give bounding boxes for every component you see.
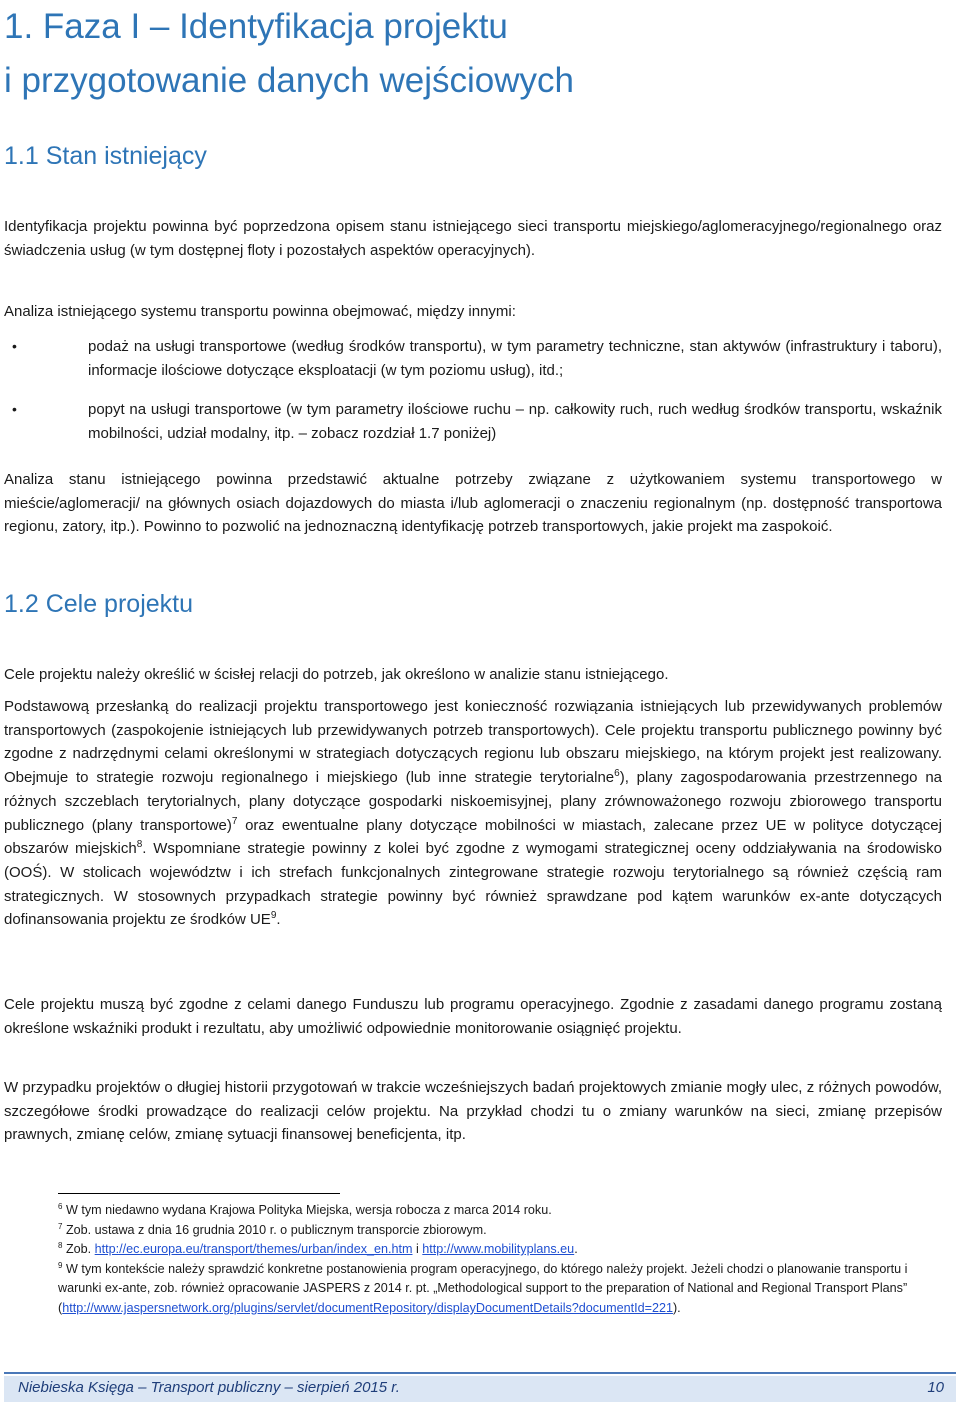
list-item-text: podaż na usługi transportowe (według środków transportu), w tym parametry techniczne, stan aktywów (infrastruktury i taboru), informacje ilościowe dotyczące eksploatacji (w tym poziomu usług), itd.; bbox=[88, 338, 942, 379]
footnote-text: ( bbox=[58, 1300, 63, 1315]
footnote-text: Zob. bbox=[62, 1242, 95, 1257]
footnote-number: 6 bbox=[58, 1201, 63, 1211]
footnotes bbox=[58, 1201, 928, 1319]
paragraph-text: oraz ewentualne plany dotyczące mobilności w miastach, zalecane przez UE w polityce dotyczącej obszarów miejskich bbox=[4, 816, 942, 858]
chapter-title-line1: 1. Faza I – Identyfikacja projektu bbox=[4, 7, 508, 46]
page-number: 10 bbox=[927, 1379, 944, 1396]
list-item-text: popyt na usługi transportowe (w tym parametry ilościowe ruchu – np. całkowity ruch, ruch według środków transportu, wskaźnik mobilności, udział modalny, itp. – zobacz rozdział 1.7 poniżej) bbox=[88, 401, 942, 442]
paragraph-text: . bbox=[276, 911, 281, 929]
bullet-icon: • bbox=[12, 338, 17, 354]
footnote-divider bbox=[58, 1193, 340, 1194]
section-1-1-paragraph-1: Identyfikacja projektu powinna być poprzedzona opisem stanu istniejącego sieci transportu miejskiego/aglomeracyjnego/regionalnego oraz świadczenia usług (w tym dostępnej floty i pozostałych aspektów operacyjnych). bbox=[4, 218, 942, 259]
footnote-number: 9 bbox=[58, 1260, 63, 1270]
footnote-ref-6[interactable]: 6 bbox=[614, 768, 620, 780]
footnote-text: W tym kontekście należy sprawdzić konkretne postanowienia program operacyjnego, do którego należy projekt. Jeżeli chodzi o planowanie transportu i warunki ex-ante, zob. również opracowanie JASPERS z 2014 r. pt. „Methodological support to the preparation of National and Regional Transport Plans” bbox=[58, 1261, 908, 1296]
footnote-text: ). bbox=[672, 1300, 681, 1315]
footer-divider bbox=[4, 1372, 956, 1374]
section-1-2-paragraph-3: Cele projektu muszą być zgodne z celami danego Funduszu lub programu operacyjnego. Zgodnie z zasadami danego programu zostaną określone wskaźniki produkt i rezultatu, aby umożliwić odpowiednie monitorowanie osiągnięć projektu. bbox=[4, 996, 942, 1037]
footnote-link-mobilityplans[interactable]: http://www.mobilityplans.eu bbox=[422, 1242, 575, 1257]
footnote-ref-7[interactable]: 7 bbox=[231, 815, 238, 827]
footnote-text: W tym niedawno wydana Krajowa Polityka Miejska, wersja robocza z marca 2014 roku. bbox=[62, 1203, 552, 1217]
bullet-list bbox=[4, 335, 942, 445]
paragraph-text: . Wspomniane strategie powinny z kolei być zgodne z wymogami strategicznej oceny oddziaływania na środowisko (OOŚ). W stolicach województw i ich strefach funkcjonalnych zintegrowane strategie rozwoju terytorialnego są również częścią ram strategicznych. W stosownych przypadkach strategie powinny być również sprawdzane pod kątem warunków ex-ante dotyczących dofinansowania projektu ze środków UE bbox=[4, 840, 942, 929]
section-1-2-paragraph-4: W przypadku projektów o długiej historii przygotowań w trakcie wcześniejszych badań projektowych zmianie mogły ulec, z różnych powodów, szczegółowe środki prowadzące do realizacji celów projektu. Na przykład chodzi tu o zmiany warunków na sieci, zmianę przepisów prawnych, zmianę celów, zmianę sytuacji finansowej beneficjenta, itp. bbox=[4, 1079, 942, 1144]
paragraph-text: ), plany zagospodarowania przestrzennego na różnych szczeblach terytorialnych, plany dotyczące gospodarki niskoemisyjnej, plany zrównoważonego rozwoju zbiorowego transportu publicznego (plany transportowe) bbox=[4, 769, 942, 834]
footer-title: Niebieska Księga – Transport publiczny – sierpień 2015 r. bbox=[18, 1379, 400, 1396]
footnote-9 bbox=[58, 1260, 928, 1319]
chapter-title bbox=[4, 0, 574, 108]
page-footer bbox=[4, 1376, 956, 1402]
section-1-2-title: 1.2 Cele projektu bbox=[4, 590, 194, 618]
chapter-title-line2: i przygotowanie danych wejściowych bbox=[4, 61, 574, 100]
footnote-ref-8[interactable]: 8 bbox=[136, 839, 143, 851]
list-item bbox=[4, 335, 942, 382]
footnote-link-ec-europa[interactable]: http://ec.europa.eu/transport/themes/urban/index_en.htm bbox=[94, 1242, 413, 1257]
section-1-2-paragraph-1: Cele projektu należy określić w ścisłej relacji do potrzeb, jak określono w analizie stanu istniejącego. bbox=[4, 666, 669, 683]
footnote-text: i bbox=[412, 1242, 423, 1257]
paragraph-text: Podstawową przesłanką do realizacji projektu transportowego jest konieczność rozwiązania istniejących lub przewidywanych problemów transportowych (zaspokojenie istniejących lub przewidywanych potrzeb transportowych). Cele projektu transportu publicznego powinny być zgodne z nadrzędnymi celami określonymi w strategiach dotyczących regionu lub obszaru miejskiego, na którym projekt jest realizowany. Obejmuje to strategie rozwoju regionalnego i miejskiego (lub inne strategie terytorialne bbox=[4, 698, 942, 787]
list-item bbox=[4, 398, 942, 445]
footnote-7 bbox=[58, 1221, 928, 1241]
footnote-number: 7 bbox=[58, 1221, 63, 1231]
footnote-link-jaspers[interactable]: http://www.jaspersnetwork.org/plugins/servlet/documentRepository/displayDocumentDetails?documentId=221 bbox=[62, 1300, 673, 1315]
section-1-1-title: 1.1 Stan istniejący bbox=[4, 142, 207, 170]
section-1-1-paragraph-3: Analiza stanu istniejącego powinna przedstawić aktualne potrzeby związane z użytkowaniem systemu transportowego w mieście/aglomeracji/ na głównych osiach dojazdowych do miasta i/lub aglomeracji o znaczeniu regionalnym (np. dostępność transportowa regionu, zatory, itp.). Powinno to pozwolić na jednoznaczną identyfikację potrzeb transportowych, jakie projekt ma zaspokoić. bbox=[4, 471, 942, 536]
section-1-2-paragraph-2 bbox=[4, 695, 942, 932]
footnote-6 bbox=[58, 1201, 928, 1221]
section-1-1-paragraph-2: Analiza istniejącego systemu transportu powinna obejmować, między innymi: bbox=[4, 303, 516, 320]
bullet-icon: • bbox=[12, 401, 17, 417]
footnote-text: Zob. ustawa z dnia 16 grudnia 2010 r. o publicznym transporcie zbiorowym. bbox=[62, 1222, 487, 1237]
footnote-text: . bbox=[574, 1242, 578, 1257]
footnote-ref-9[interactable]: 9 bbox=[270, 910, 277, 922]
footnote-number: 8 bbox=[58, 1241, 63, 1250]
footnote-8 bbox=[58, 1240, 928, 1260]
